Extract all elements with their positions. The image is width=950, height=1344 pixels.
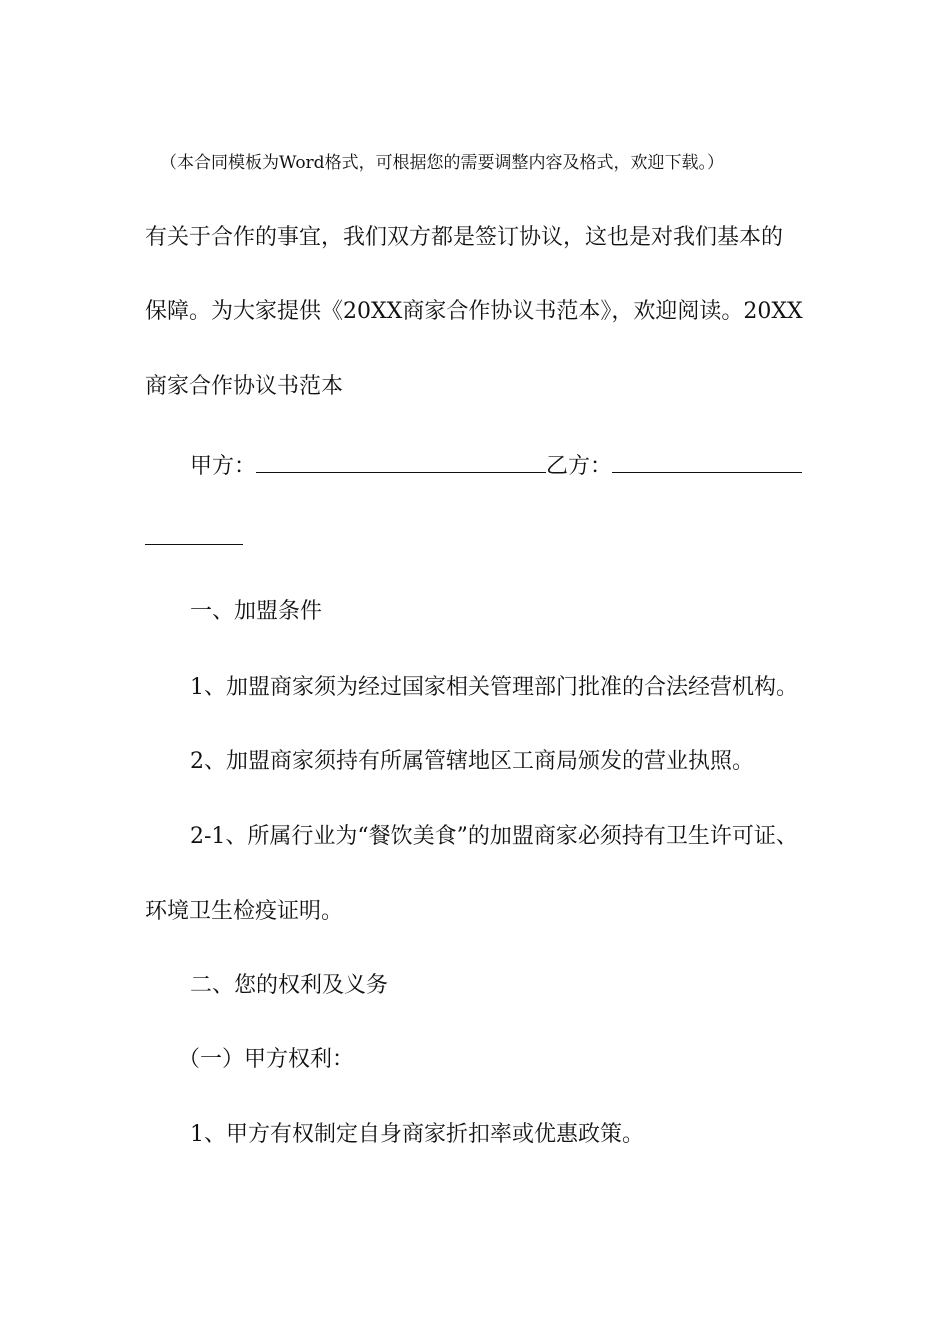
- party-a-label: 甲方：: [190, 454, 257, 479]
- list-item-1-1: 1、加盟商家须为经过国家相关管理部门批准的合法经营机构。: [190, 675, 798, 700]
- intro-paragraph-line-1: 有关于合作的事宜，我们双方都是签订协议，这也是对我们基本的: [145, 225, 784, 250]
- list-item-1-2-1-line-1: 2-1、所属行业为“餐饮美食”的加盟商家必须持有卫生许可证、: [190, 824, 798, 849]
- party-b-blank: [612, 450, 802, 473]
- section-heading-1: 一、加盟条件: [190, 599, 323, 624]
- list-item-1-2: 2、加盟商家须持有所属管辖地区工商局颁发的营业执照。: [190, 749, 754, 774]
- party-line-continued: [145, 522, 243, 554]
- intro-paragraph-line-3: 商家合作协议书范本: [145, 374, 344, 399]
- list-item-1-2-1-line-2: 环境卫生检疫证明。: [145, 899, 344, 924]
- template-note: （本合同模板为Word格式，可根据您的需要调整内容及格式，欢迎下载。）: [160, 153, 725, 173]
- subsection-heading-a: （一）甲方权利：: [178, 1047, 355, 1072]
- list-item-2-1: 1、甲方有权制定自身商家折扣率或优惠政策。: [190, 1122, 644, 1147]
- party-line: [190, 450, 802, 482]
- section-heading-2: 二、您的权利及义务: [190, 973, 389, 998]
- party-b-blank-continued: [145, 522, 243, 545]
- intro-paragraph-line-2: 保障。为大家提供《20XX商家合作协议书范本》，欢迎阅读。20XX: [145, 299, 803, 324]
- party-b-label: 乙方：: [546, 454, 613, 479]
- party-a-blank: [256, 450, 546, 473]
